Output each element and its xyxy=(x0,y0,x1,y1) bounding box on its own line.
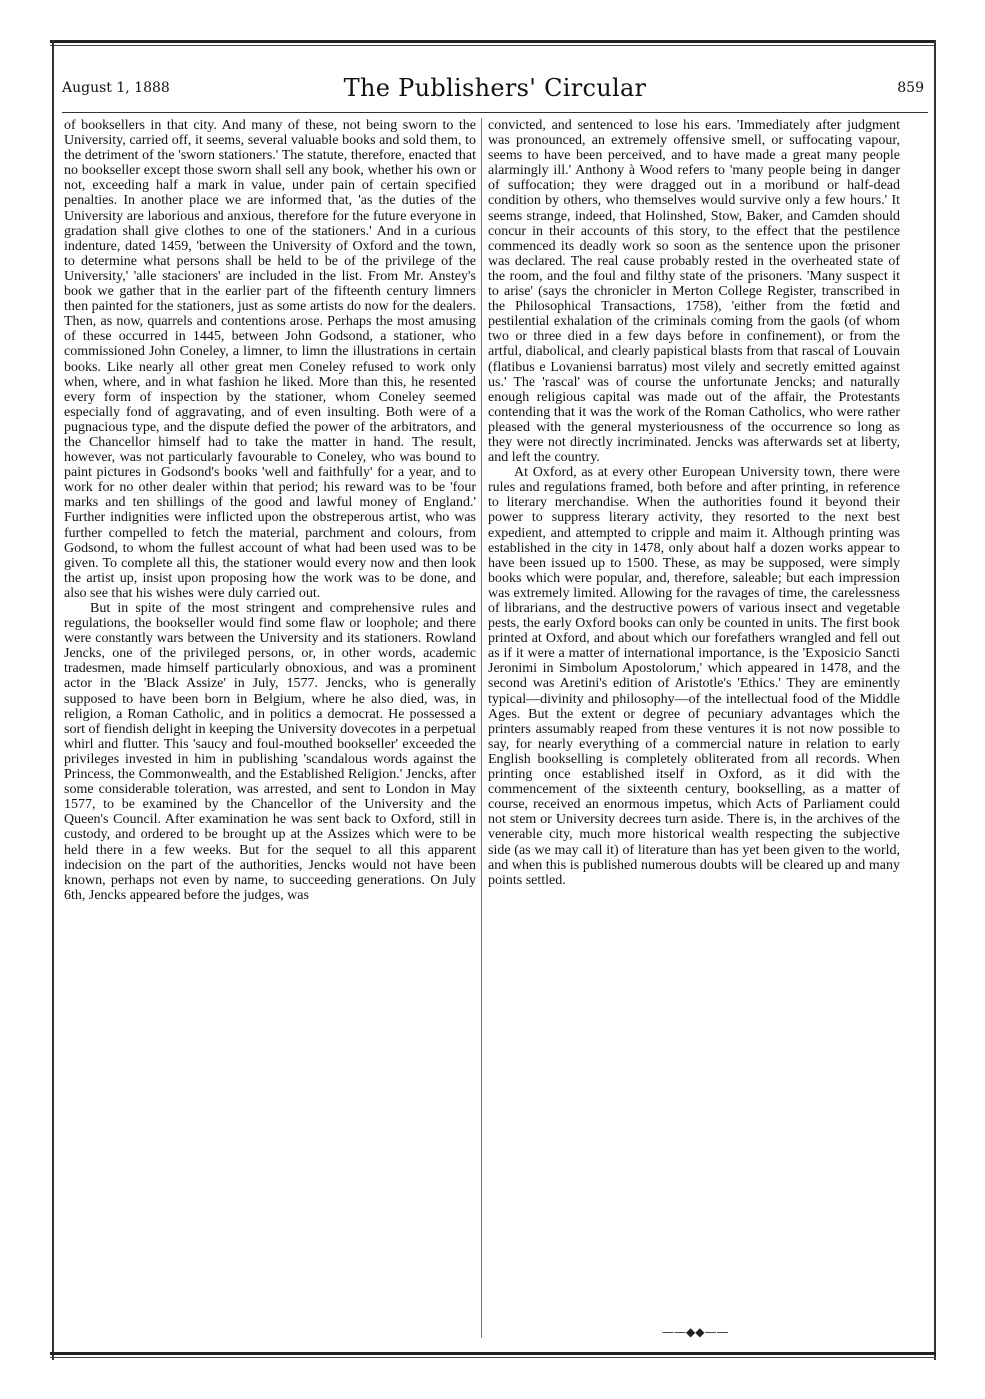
left-border-rule xyxy=(52,40,54,1360)
top-border-rule-thin xyxy=(50,45,936,46)
running-header xyxy=(62,74,928,108)
paragraph: of booksellers in that city. And many of these, not being sworn to the University, carried off, it seems, several valuable books and sold them, to the detriment of the 'sworn stationers.' The statute, therefore, enacted that no bookseller except those sworn shall sell any book, whether his own or not, exceeding half a mark in value, under pain of certain specified penalties. In another place we are informed that, 'as the duties of the University are laborious and anxious, therefore for the future everyone in gradation shall give clothes to one of the stationers.' And in a curious indenture, dated 1459, 'between the University of Oxford and the town, to determine what persons shall be held to be of the privilege of the University,' 'alle stacioners' are included in the list. From Mr. Anstey's book we gather that in the earlier part of the fifteenth century limners then painted for the stationers, just as some artists do now for the dealers. Then, as now, quarrels and contentions arose. Perhaps the most amusing of these occurred in 1445, between John Godsond, a stationer, who commissioned John Coneley, a limner, to limn the illustrations in certain books. Like nearly all other great men Coneley refused to work only when, where, and in what fashion he liked. More than this, he resented every form of inspection by the stationer, whom Coneley seemed especially fond of aggravating, and of even insulting. Both were of a pugnacious type, and the dispute defied the power of the arbitrators, and the Chancellor himself had to take the matter in hand. The result, however, was not particularly favourable to Coneley, who was bound to paint pictures in Godsond's books 'well and faithfully' for a year, and to work for no other dealer within that period; his reward was to be 'four marks and ten shillings of the good and lawful money of England.' Further indignities were inflicted upon the obstreperous artist, who was further compelled to fetch the material, parchment and colours, from Godsond, to whom the fullest account of what had been used was to be given. To complete all this, the stationer would every now and then look the artist up, insist upon proposing how the work was to be done, and also see that his wishes were duly carried out. xyxy=(64,118,476,601)
paragraph: convicted, and sentenced to lose his ears. 'Immediately after judgment was pronounced, an extremely offensive smell, or suffocating vapour, seems to have been perceived, and to have made a great many people alarmingly ill.' Anthony à Wood refers to 'many people being in danger of suffocation; they were dragged out in a moribund or half-dead condition by others, who themselves would survive only a few hours.' It seems strange, indeed, that Holinshed, Stow, Baker, and Camden should concur in their accounts of this story, to the effect that the pestilence commenced its deadly work so soon as the sentence upon the prisoner was declared. The real cause probably rested in the overheated state of the room, and the foul and filthy state of the prisoners. 'Many suspect it to arise' (says the chronicler in Merton College Register, transcribed in the Philosophical Transactions, 1758), 'either from the fœtid and pestilential exhalation of the criminals coming from the gaols (of whom two or three died in a few days before in confinement), or from the artful, diabolical, and clearly papistical blasts from that rascal of Louvain (flatibus e Lovaniensi barratus) most vilely and secretly emitted against us.' The 'rascal' was of course the unfortunate Jencks; and naturally enough religious capital was made out of the affair, the Protestants contending that it was the work of the Roman Catholics, who were rather pleased with the general mysteriousness of the occurrence so long as they were not directly incriminated. Jencks was afterwards set at liberty, and left the country. xyxy=(488,118,900,466)
bottom-border-rule xyxy=(50,1352,936,1355)
issue-date: August 1, 1888 xyxy=(62,80,170,96)
paragraph: At Oxford, as at every other European University town, there were rules and regulations framed, both before and after printing, in reference to literary merchandise. When the authorities found it beyond their power to suppress literary activity, they resorted to the next best expedient, and attempted to cripple and maim it. Although printing was established in the city in 1478, only about half a dozen works appear to have been issued up to 1500. These, as may be supposed, were simply books which were popular, and, therefore, saleable; but each impression was extremely limited. Allowing for the ravages of time, the carelessness of librarians, and the destructive powers of various insect and vegetable pests, the early Oxford books can only be counted in units. The first book printed at Oxford, and about which our forefathers wrangled and fell out as if it were a matter of international importance, is the 'Exposicio Sancti Jeronimi in Simbolum Apostolorum,' which appeared in 1478, and the second was Aretini's edition of Aristotle's 'Ethics.' They are eminently typical—divinity and philosophy—of the intellectual food of the Middle Ages. But the extent or degree of pecuniary advantages which the printers assumably reaped from these ventures it is not now possible to say, for nearly everything of a commercial nature in relation to early English bookselling is completely obliterated from all records. When printing once established itself in Oxford, as it did with the commencement of the sixteenth century, bookselling, as a matter of course, received an enormous impetus, which Acts of Parliament could not stem or University decrees turn aside. There is, in the archives of the venerable city, much more historical wealth respecting the subjective side (as we may call it) of literature than has yet been given to the world, and when this is published numerous doubts will be cleared up and many points settled. xyxy=(488,465,900,888)
right-border-rule xyxy=(934,40,936,1360)
header-rule xyxy=(62,112,928,113)
top-border-rule xyxy=(50,40,936,43)
publication-title: The Publishers' Circular xyxy=(343,74,647,102)
end-ornament-icon: ——◆◆—— xyxy=(662,1325,729,1339)
paragraph: But in spite of the most stringent and comprehensive rules and regulations, the bookseller would find some flaw or loophole; and there were constantly wars between the University and its stationers. Rowland Jencks, one of the privileged persons, or, in other words, academic tradesmen, made himself particularly obnoxious, and was a prominent actor in the 'Black Assize' in July, 1577. Jencks, who is generally supposed to have been born in Belgium, where he also died, was, in religion, a Roman Catholic, and in politics a democrat. He possessed a sort of fiendish delight in keeping the University dovecotes in a perpetual whirl and flutter. This 'saucy and foul-mouthed bookseller' exceeded the privileges invested in him in publishing 'scandalous words against the Princess, the Commonwealth, and the Established Religion.' Jencks, after some considerable toleration, was arrested, and sent to London in May 1577, to be examined by the Chancellor of the University and the Queen's Council. After examination he was sent back to Oxford, still in custody, and ordered to be brought up at the Assizes which were to be held there in a few weeks. But for the sequel to all this apparent indecision on the part of the authorities, Jencks would not have been known, perhaps not even by name, to succeeding generations. On July 6th, Jencks appeared before the judges, was xyxy=(64,601,476,903)
right-column xyxy=(488,118,900,888)
column-divider xyxy=(481,118,482,1338)
bottom-border-rule-thin xyxy=(50,1357,936,1358)
page-number: 859 xyxy=(897,80,924,96)
left-column xyxy=(64,118,476,903)
